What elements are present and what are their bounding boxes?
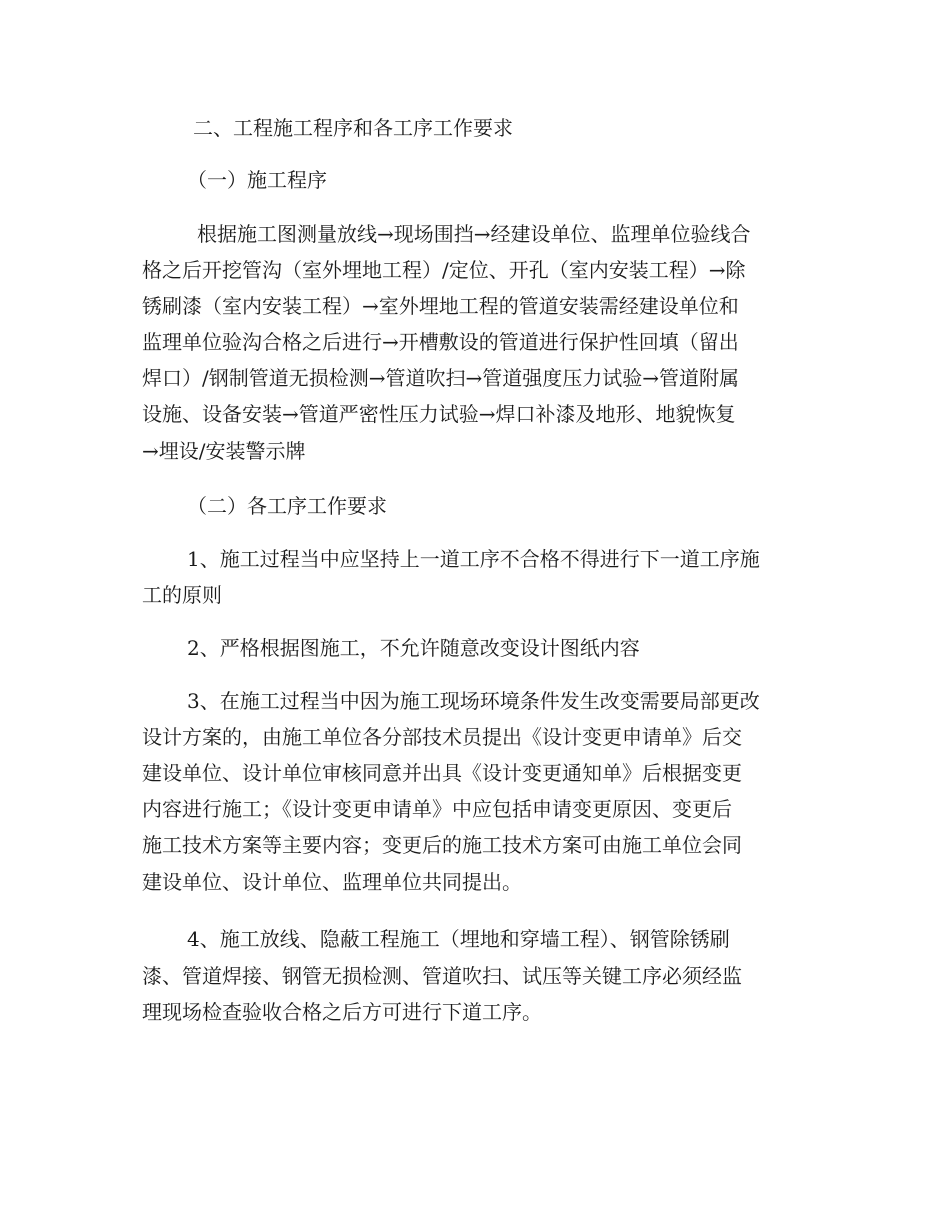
paragraph-line: 1、施工过程当中应坚持上一道工序不合格不得进行下一道工序施 [187, 547, 760, 571]
paragraph-line: 2、严格根据图施工，不允许随意改变设计图纸内容 [187, 636, 640, 660]
section-title: 二、工程施工程序和各工序工作要求 [193, 116, 513, 140]
paragraph-line: 漆、管道焊接、钢管无损检测、管道吹扫、试压等关键工序必须经监 [142, 964, 742, 988]
paragraph-line: 设施、设备安装→管道严密性压力试验→焊口补漆及地形、地貌恢复 [142, 402, 736, 426]
paragraph-line: 设计方案的，由施工单位各分部技术员提出《设计变更申请单》后交 [142, 725, 742, 749]
paragraph-line: 理现场检查验收合格之后方可进行下道工序。 [142, 1000, 542, 1024]
paragraph-line: 锈刷漆（室内安装工程）→室外埋地工程的管道安装需经建设单位和 [142, 294, 739, 318]
subsection-1-title: （一）施工程序 [187, 168, 327, 192]
paragraph-line: 建设单位、设计单位审核同意并出具《设计变更通知单》后根据变更 [142, 761, 742, 785]
paragraph-line: 施工技术方案等主要内容；变更后的施工技术方案可由施工单位会同 [142, 833, 742, 857]
subsection-2-title: （二）各工序工作要求 [187, 494, 387, 518]
paragraph-line: 内容进行施工；《设计变更申请单》中应包括申请变更原因、变更后 [142, 797, 732, 821]
paragraph-line: 焊口）/钢制管道无损检测→管道吹扫→管道强度压力试验→管道附属 [142, 366, 740, 390]
paragraph-line: 监理单位验沟合格之后进行→开槽敷设的管道进行保护性回填（留出 [142, 330, 739, 354]
paragraph-line: →埋设/安装警示牌 [142, 439, 306, 463]
paragraph-line: 3、在施工过程当中因为施工现场环境条件发生改变需要局部更改 [187, 689, 760, 713]
paragraph-line: 建设单位、设计单位、监理单位共同提出。 [142, 870, 522, 894]
paragraph-line: 工的原则 [142, 583, 222, 607]
paragraph-line: 格之后开挖管沟（室外埋地工程）/定位、开孔（室内安装工程）→除 [142, 258, 746, 282]
paragraph-line: 根据施工图测量放线→现场围挡→经建设单位、监理单位验线合 [197, 222, 751, 246]
paragraph-line: 4、施工放线、隐蔽工程施工（埋地和穿墙工程）、钢管除锈刷 [187, 927, 730, 951]
